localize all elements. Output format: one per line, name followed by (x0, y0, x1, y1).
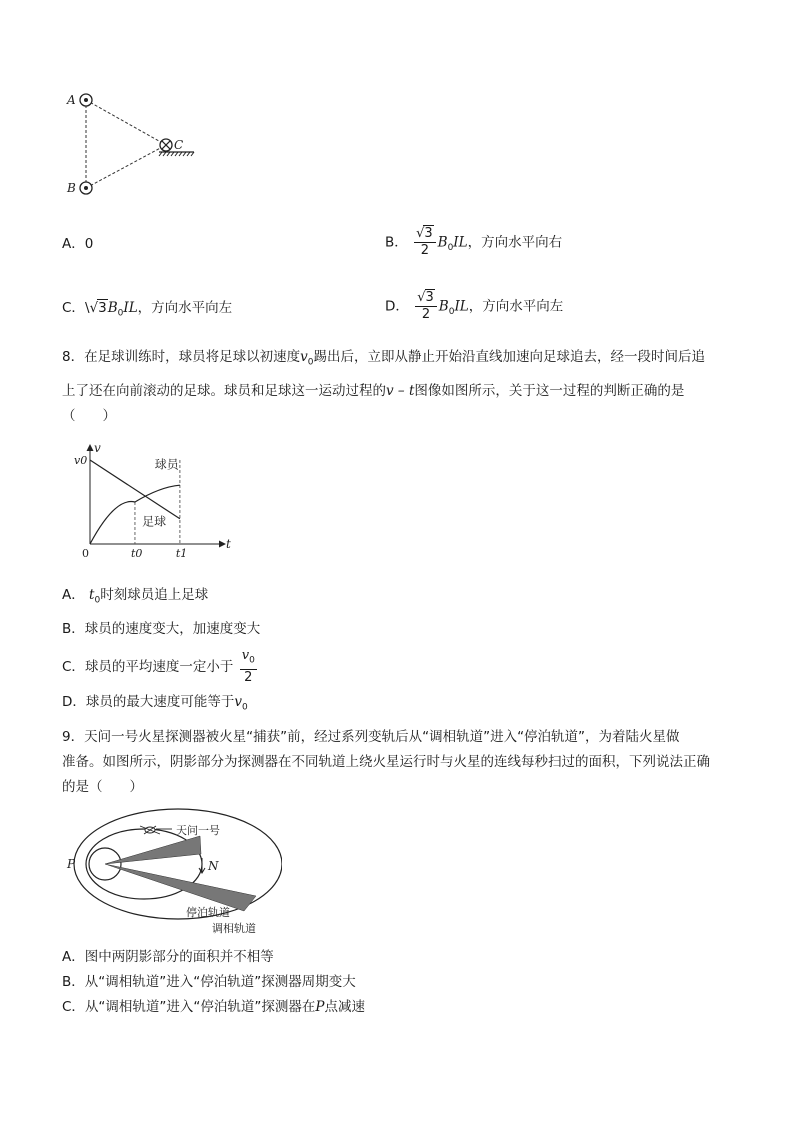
ground-hatch-icon (159, 152, 194, 156)
v0-over-2: $\frac{v_0}{2}$ (241, 648, 255, 685)
origin-label: 0 (82, 547, 89, 560)
vt-chart (60, 432, 240, 560)
q9-option-a[interactable]: A．图中两阴影部分的面积并不相等 (62, 949, 274, 965)
label-b: B (67, 181, 76, 195)
probe-label: 天问一号 (176, 824, 220, 837)
axis-label-v: v (94, 441, 101, 455)
q8-paren: （ ） (62, 408, 116, 424)
label-a: A (67, 93, 76, 107)
x-tick-label-t1: t1 (175, 547, 188, 560)
phasing-orbit-label: 调相轨道 (212, 922, 256, 935)
q7-option-d[interactable]: D． $\frac{√3}{2}$ $B_0IL$，方向水平向左 (385, 290, 564, 322)
edge-bc (86, 145, 166, 188)
x-tick-label-t0: t0 (130, 547, 143, 560)
q8-option-c[interactable]: C．球员的平均速度一定小于 $\frac{v_0}{2}$ (62, 648, 255, 685)
series-label-player: 球员 (154, 457, 179, 472)
q9-stem-line1: 9．天问一号火星探测器被火星“捕获”前，经过系列变轨后从“调相轨道”进入“停泊轨道”，为着陆火星做 (62, 729, 680, 745)
sqrt3-over-2: $\frac{√3}{2}$ (415, 290, 437, 323)
q8-option-d[interactable]: D．球员的最大速度可能等于$v_0$ (62, 694, 248, 713)
q7-option-c[interactable]: C．$\backslash√3B_0IL$，方向水平向左 (62, 300, 233, 319)
q8-option-a[interactable]: A． $t_0$时刻球员追上足球 (62, 587, 209, 606)
q9-option-c[interactable]: C．从“调相轨道”进入“停泊轨道”探测器在P点减速 (62, 999, 366, 1015)
point-n-label: N (208, 859, 219, 873)
q9-stem-line2: 准备。如图所示，阴影部分为探测器在不同轨道上绕火星运行时与火星的连线每秒扫过的面积，下列说法正确 (62, 754, 710, 770)
shaded-sector-phasing (105, 864, 256, 911)
orbit-figure (64, 806, 282, 936)
sqrt3-over-2: $\frac{√3}{2}$ (414, 226, 436, 259)
edge-ac (86, 100, 166, 145)
axis-label-t: t (226, 537, 231, 551)
wire-a-out-icon (80, 94, 92, 106)
point-p-label: P (67, 857, 76, 871)
q8-stem-line2: 上了还在向前滚动的足球。球员和足球这一运动过程的v – t图像如图所示，关于这一过程的判断正确的是 (62, 383, 685, 399)
label-c: C (174, 138, 184, 152)
shaded-sector-parking (105, 836, 201, 864)
wire-c-in-icon (160, 139, 172, 151)
parking-orbit-label: 停泊轨道 (186, 906, 230, 919)
q8-option-b[interactable]: B．球员的速度变大，加速度变大 (62, 621, 261, 637)
q9-option-b[interactable]: B．从“调相轨道”进入“停泊轨道”探测器周期变大 (62, 974, 356, 990)
wire-b-out-icon (80, 182, 92, 194)
q8-stem-line1: 8．在足球训练时，球员将足球以初速度$v_0$踢出后，立即从静止开始沿直线加速向足球追去，经一段时间后追 (62, 349, 705, 368)
triangle-wires-figure (60, 88, 200, 200)
q7-option-b[interactable]: B． $\frac{√3}{2}$ $B_0IL$，方向水平向右 (385, 226, 563, 258)
series-label-ball: 足球 (142, 514, 167, 529)
q9-stem-line3: 的是（ ） (62, 779, 143, 795)
q7-option-a[interactable]: A．0 (62, 236, 94, 252)
y-tick-label-v0: v0 (74, 454, 88, 467)
